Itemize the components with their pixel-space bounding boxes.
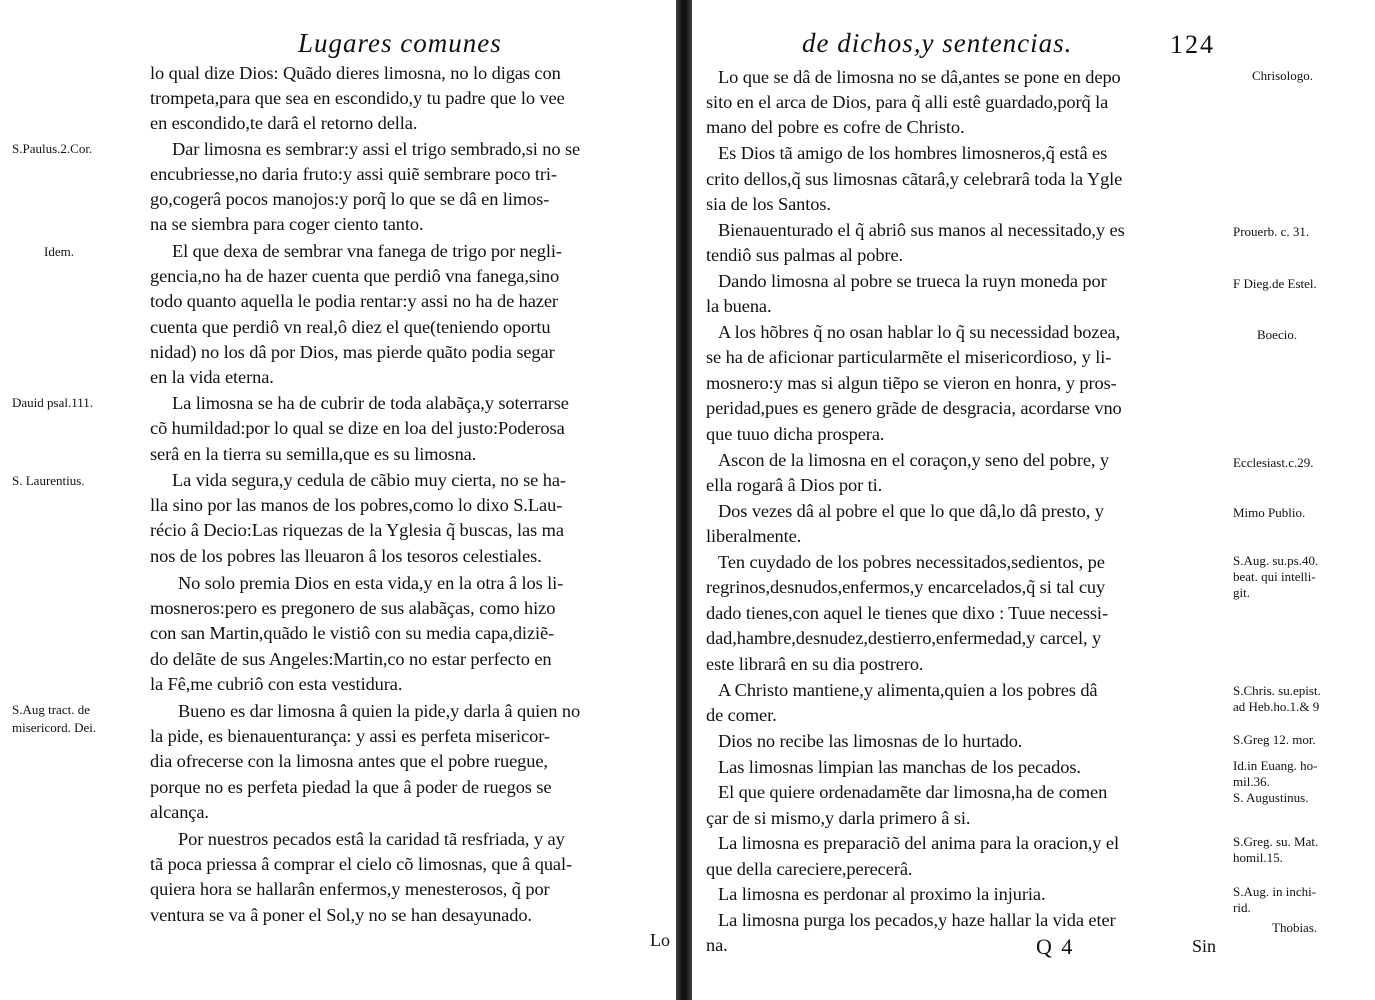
text-line: Dando limosna al pobre se trueca la ruyn moneda por [718, 271, 1107, 291]
text-line: Bueno es dar limosna â quien la pide,y darla â quien no [178, 701, 581, 721]
signature-mark: Q 4 [1036, 934, 1075, 959]
margin-note: F Dieg.de Estel. [1233, 276, 1317, 291]
text-line: ventura se va â poner el Sol,y no se han desayunado. [150, 905, 532, 925]
text-line: porque no es perfeta piedad la que â poder de ruegos se [150, 777, 552, 797]
text-line: sia de los Santos. [706, 194, 831, 214]
text-line: El que quiere ordenadamẽte dar limosna,ha de comen [718, 782, 1108, 802]
text-line: Ascon de la limosna en el coraçon,y seno del pobre, y [718, 450, 1109, 470]
text-line: peridad,pues es genero grãde de desgracia, acordarse vno [706, 398, 1122, 418]
text-line: La limosna es perdonar al proximo la injuria. [718, 884, 1046, 904]
margin-note: Prouerb. c. 31. [1233, 224, 1310, 239]
text-line: Dios no recibe las limosnas de lo hurtado. [718, 731, 1023, 751]
text-line: La limosna es preparaciõ del anima para la oracion,y el [718, 833, 1119, 853]
text-line: çar de si mismo,y darla primero â si. [706, 808, 971, 828]
text-line: A Christo mantiene,y alimenta,quien a los pobres dâ [718, 680, 1098, 700]
text-line: Es Dios tã amigo de los hombres limosneros,q̃ estâ es [718, 143, 1108, 163]
margin-note: ad Heb.ho.1.& 9 [1233, 699, 1320, 714]
text-line: A los hõbres q̃ no osan hablar lo q̃ su necessidad bozea, [718, 322, 1121, 342]
text-line: serâ en la tierra su semilla,que es su limosna. [150, 444, 477, 464]
text-line: dia ofrecerse con la limosna antes que el pobre ruegue, [150, 751, 548, 771]
text-line: dad,hambre,desnudez,destierro,enfermedad,y carcel, y [706, 628, 1102, 648]
text-line: crito dellos,q̃ sus limosnas cãtarâ,y celebrarâ toda la Ygle [706, 169, 1123, 189]
text-line: en escondido,te darâ el retorno della. [150, 113, 418, 133]
left-catchword: Lo [650, 930, 670, 950]
text-line: Lo que se dâ de limosna no se dâ,antes se pone en depo [718, 67, 1121, 87]
book-gutter [676, 0, 692, 1000]
margin-note: misericord. Dei. [12, 720, 97, 735]
text-line: este librarâ en su dia postrero. [706, 654, 924, 674]
text-line: que tuuo dicha prospera. [706, 424, 885, 444]
text-line: mano del pobre es cofre de Christo. [706, 117, 965, 137]
text-line: liberalmente. [706, 526, 802, 546]
text-line: na se siembra para coger ciento tanto. [150, 214, 424, 234]
text-line: alcança. [150, 802, 209, 822]
text-line: lo qual dize Dios: Quãdo dieres limosna, no lo digas con [150, 63, 561, 83]
text-line: Dos vezes dâ al pobre el que lo que dâ,lo dâ presto, y [718, 501, 1104, 521]
text-line: cuenta que perdiô vn real,ô diez el que(teniendo oportu [150, 317, 551, 337]
left-page [0, 0, 676, 1000]
text-line: Por nuestros pecados estâ la caridad tã resfriada, y ay [178, 829, 565, 849]
text-line: La vida segura,y cedula de cãbio muy cierta, no se ha- [172, 470, 566, 490]
text-line: la pide, es bienauenturança: y assi es perfeta misericor- [150, 726, 550, 746]
text-line: ella rogarâ â Dios por ti. [706, 475, 883, 495]
margin-note: Chrisologo. [1252, 68, 1314, 83]
text-line: mosnero:y mas si algun tiẽpo se vieron en honra, y pros- [706, 373, 1117, 393]
margin-note: homil.15. [1233, 850, 1283, 865]
margin-note: rid. [1233, 900, 1251, 915]
text-line: Bienauenturado el q̃ abriô sus manos al necessitado,y es [718, 220, 1125, 240]
margin-note: S.Greg 12. mor. [1233, 732, 1316, 747]
text-line: dado tienes,con aquel le tienes que dixo : Tuue necessi- [706, 603, 1108, 623]
text-line: con san Martin,quãdo le vistiô con su media capa,diziẽ- [150, 623, 555, 643]
margin-note: S.Aug tract. de [12, 702, 90, 717]
text-line: na. [706, 935, 728, 955]
margin-note: Id.in Euang. ho- [1233, 758, 1318, 773]
margin-note: S.Chris. su.epist. [1233, 683, 1321, 698]
right-catchword: Sin [1192, 936, 1217, 956]
text-line: La limosna se ha de cubrir de toda alabãça,y soterrarse [172, 393, 569, 413]
margin-note: Idem. [44, 244, 74, 259]
margin-note: Thobias. [1272, 920, 1318, 935]
text-line: tã poca priessa â comprar el cielo cõ limosnas, que â qual- [150, 854, 573, 874]
page-number: 124 [1170, 30, 1215, 59]
right-running-head: de dichos,y sentencias. [802, 28, 1073, 58]
left-running-head: Lugares comunes [298, 28, 502, 58]
text-line: regrinos,desnudos,enfermos,y encarcelados,q̃ si tal cuy [706, 577, 1106, 597]
text-line: Las limosnas limpian las manchas de los pecados. [718, 757, 1081, 777]
text-line: do delãte de sus Angeles:Martin,co no estar perfecto en [150, 649, 552, 669]
text-line: sito en el arca de Dios, para q̃ alli estê guardado,porq̃ la [706, 92, 1109, 112]
margin-note: S.Aug. in inchi- [1233, 884, 1317, 899]
text-line: que della careciere,perecerâ. [706, 859, 913, 879]
text-line: lla sino por las manos de los pobres,como lo dixo S.Lau- [150, 495, 563, 515]
text-line: La limosna purga los pecados,y haze hallar la vida eter [718, 910, 1116, 930]
text-line: gencia,no ha de hazer cuenta que perdiô vna fanega,sino [150, 266, 560, 286]
margin-note: S. Augustinus. [1233, 790, 1309, 805]
text-line: quiera hora se hallarân enfermos,y menesterosos, q̃ por [150, 879, 550, 899]
margin-note: S.Aug. su.ps.40. [1233, 553, 1319, 568]
margin-note: beat. qui intelli- [1233, 569, 1316, 584]
text-line: No solo premia Dios en esta vida,y en la otra â los li- [178, 573, 564, 593]
text-line: Dar limosna es sembrar:y assi el trigo sembrado,si no se [172, 139, 581, 159]
text-line: cõ humildad:por lo qual se dize en loa del justo:Poderosa [150, 418, 565, 438]
margin-note: git. [1233, 585, 1250, 600]
text-line: todo quanto aquella le podia rentar:y assi no ha de hazer [150, 291, 558, 311]
margin-note: S.Greg. su. Mat. [1233, 834, 1319, 849]
text-line: la Fê,me cubriô con esta vestidura. [150, 674, 403, 694]
margin-note: S. Laurentius. [12, 473, 85, 488]
right-page [692, 0, 1375, 1000]
text-line: en la vida eterna. [150, 367, 274, 387]
text-line: nidad) no los dâ por Dios, mas pierde quãto podia segar [150, 342, 555, 362]
margin-note: mil.36. [1233, 774, 1270, 789]
margin-note: Boecio. [1257, 327, 1298, 342]
text-line: de comer. [706, 705, 777, 725]
text-line: Ten cuydado de los pobres necessitados,sedientos, pe [718, 552, 1105, 572]
margin-note: S.Paulus.2.Cor. [12, 141, 93, 156]
text-line: El que dexa de sembrar vna fanega de trigo por negli- [172, 241, 562, 261]
text-line: se ha de aficionar particularmẽte el misericordioso, y li- [706, 347, 1112, 367]
text-line: la buena. [706, 296, 772, 316]
margin-note: Dauid psal.111. [12, 395, 93, 410]
margin-note: Mimo Publio. [1233, 505, 1306, 520]
text-line: tendiô sus palmas al pobre. [706, 245, 904, 265]
text-line: trompeta,para que sea en escondido,y tu padre que lo vee [150, 88, 565, 108]
margin-note: Ecclesiast.c.29. [1233, 455, 1314, 470]
text-line: go,cogerâ pocos manojos:y porq̃ lo que se dâ en limos- [150, 189, 550, 209]
text-line: récio â Decio:Las riquezas de la Yglesia q̃ buscas, las ma [150, 520, 564, 540]
text-line: nos de los pobres las lleuaron â los tesoros celestiales. [150, 546, 542, 566]
text-line: encubriesse,no daria fruto:y assi quiẽ sembrare poco tri- [150, 164, 557, 184]
text-line: mosneros:pero es pregonero de sus alabãças, como hizo [150, 598, 556, 618]
